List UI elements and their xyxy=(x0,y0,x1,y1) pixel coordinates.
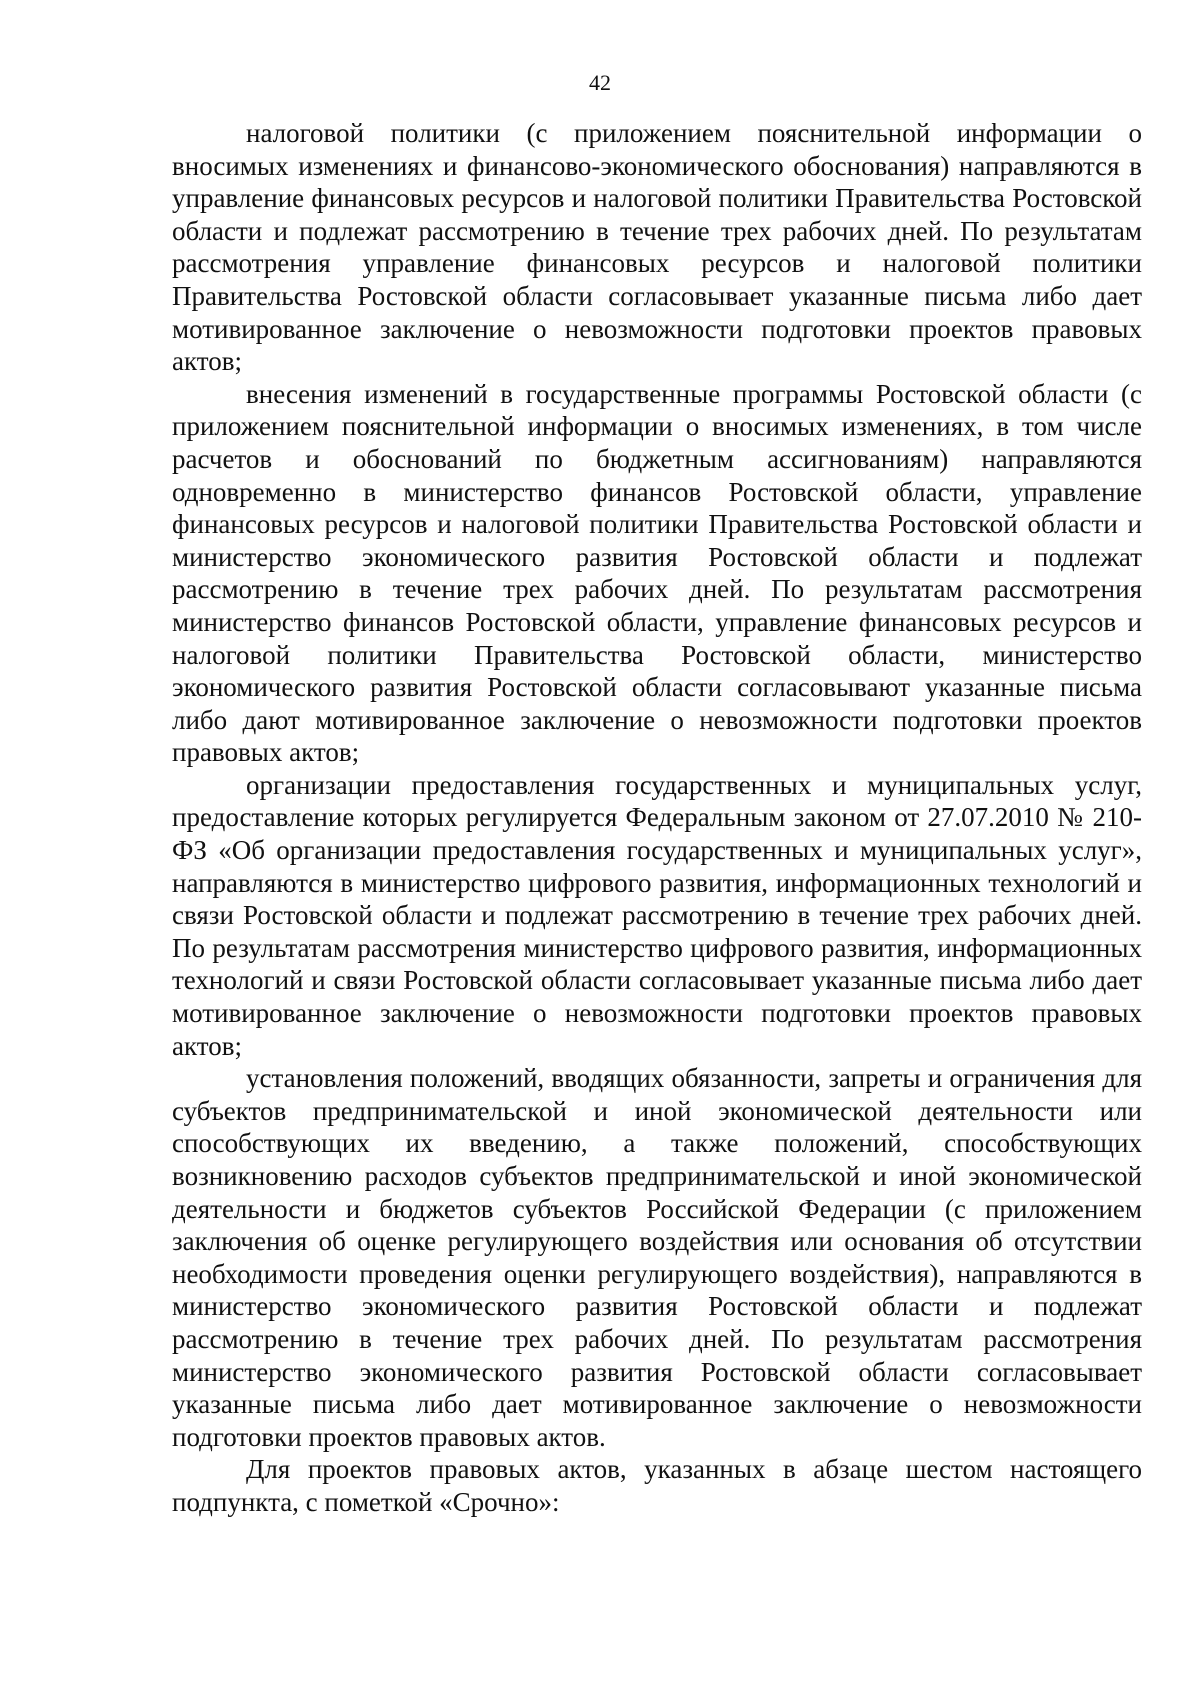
paragraph-public-services: организации предоставления государственных и муниципальных услуг, предоставление которых регулируется Федеральным законом от 27.07.2010 № 210-ФЗ «Об организации предоставления государственных и муниципальных услуг», направляются в министерство цифрового развития, информационных технологий и связи Ростовской области и подлежат рассмотрению в течение трех рабочих дней. По результатам рассмотрения министерство цифрового развития, информационных технологий и связи Ростовской области согласовывает указанные письма либо дает мотивированное заключение о невозможности подготовки проектов правовых актов; xyxy=(172,769,1142,1061)
paragraph-business-obligations: установления положений, вводящих обязанности, запреты и ограничения для субъектов предпринимательской и иной экономической деятельности или способствующих их введению, а также положений, способствующих возникновению расходов субъектов предпринимательской и иной экономической деятельности и бюджетов субъектов Российской Федерации (с приложением заключения об оценке регулирующего воздействия или основания об отсутствии необходимости проведения оценки регулирующего воздействия), направляются в министерство экономического развития Ростовской области и подлежат рассмотрению в течение трех рабочих дней. По результатам рассмотрения министерство экономического развития Ростовской области согласовывает указанные письма либо дает мотивированное заключение о невозможности подготовки проектов правовых актов. xyxy=(172,1063,1142,1452)
document-body xyxy=(172,117,1142,1519)
paragraph-state-programs: внесения изменений в государственные программы Ростовской области (с приложением пояснительной информации о вносимых изменениях, в том числе расчетов и обоснований по бюджетным ассигнованиям) направляются одновременно в министерство финансов Ростовской области, управление финансовых ресурсов и налоговой политики Правительства Ростовской области и министерство экономического развития Ростовской области и подлежат рассмотрению в течение трех рабочих дней. По результатам рассмотрения министерство финансов Ростовской области, управление финансовых ресурсов и налоговой политики Правительства Ростовской области, министерство экономического развития Ростовской области согласовывают указанные письма либо дают мотивированное заключение о невозможности подготовки проектов правовых актов; xyxy=(172,378,1142,768)
page-number: 42 xyxy=(589,70,611,95)
paragraph-tax-policy: налоговой политики (с приложением пояснительной информации о вносимых изменениях и финансово-экономического обоснования) направляются в управление финансовых ресурсов и налоговой политики Правительства Ростовской области и подлежат рассмотрению в течение трех рабочих дней. По результатам рассмотрения управление финансовых ресурсов и налоговой политики Правительства Ростовской области согласовывает указанные письма либо дает мотивированное заключение о невозможности подготовки проектов правовых актов; xyxy=(172,118,1142,377)
paragraph-urgent-projects: Для проектов правовых актов, указанных в абзаце шестом настоящего подпункта, с пометкой «Срочно»: xyxy=(172,1454,1142,1517)
